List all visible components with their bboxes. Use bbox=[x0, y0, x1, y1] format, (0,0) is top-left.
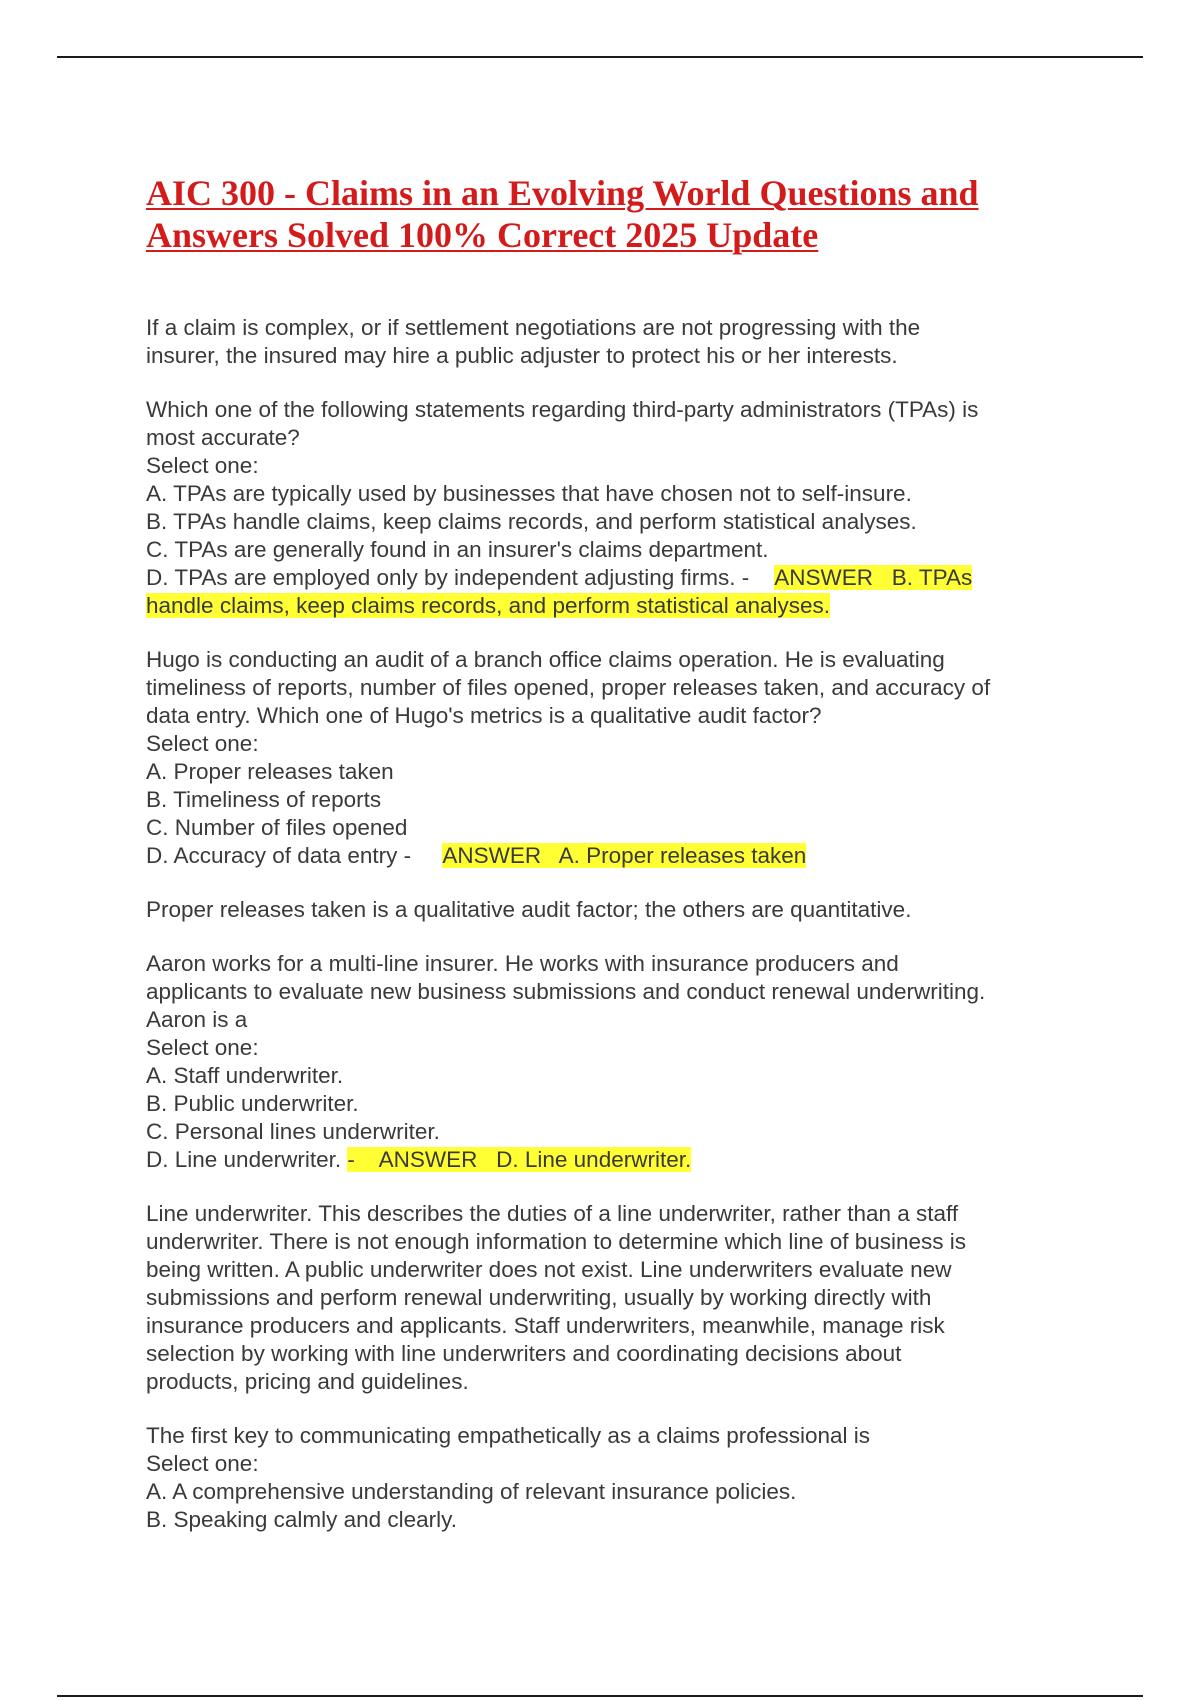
text-line: selection by working with line underwriters and coordinating decisions about bbox=[146, 1341, 902, 1366]
question-text: most accurate? bbox=[146, 425, 300, 450]
select-one-label: Select one: bbox=[146, 453, 259, 478]
footer-rule bbox=[57, 1695, 1143, 1697]
option-d-text: D. TPAs are employed only by independent adjusting firms. - bbox=[146, 565, 756, 590]
select-one-label: Select one: bbox=[146, 731, 259, 756]
title-line: Answers Solved 100% Correct 2025 Update bbox=[146, 215, 819, 255]
text-line: If a claim is complex, or if settlement negotiations are not progressing with the bbox=[146, 315, 921, 340]
text-line: insurance producers and applicants. Staff underwriters, meanwhile, manage risk bbox=[146, 1313, 945, 1338]
option-d bbox=[146, 1146, 1066, 1174]
question-text: data entry. Which one of Hugo's metrics is a qualitative audit factor? bbox=[146, 703, 822, 728]
option-d-text: D. Line underwriter. bbox=[146, 1147, 348, 1172]
question-text: Aaron is a bbox=[146, 1007, 248, 1032]
question-text: Hugo is conducting an audit of a branch office claims operation. He is evaluating bbox=[146, 647, 945, 672]
answer-highlight: - ANSWER D. Line underwriter. bbox=[347, 1147, 692, 1172]
answer-highlight: handle claims, keep claims records, and perform statistical analyses. bbox=[146, 593, 831, 618]
text-line: products, pricing and guidelines. bbox=[146, 1369, 469, 1394]
explanation-2 bbox=[146, 896, 1066, 924]
header-rule bbox=[57, 56, 1143, 58]
option-d bbox=[146, 564, 1066, 592]
document-title bbox=[146, 172, 1066, 256]
document-body bbox=[146, 172, 1066, 1534]
option-c: C. TPAs are generally found in an insurer's claims department. bbox=[146, 537, 769, 562]
text-line: being written. A public underwriter does not exist. Line underwriters evaluate new bbox=[146, 1257, 952, 1282]
text-line: Line underwriter. This describes the duties of a line underwriter, rather than a staff bbox=[146, 1201, 959, 1226]
option-b: B. TPAs handle claims, keep claims records, and perform statistical analyses. bbox=[146, 509, 917, 534]
option-b: B. Speaking calmly and clearly. bbox=[146, 1507, 457, 1532]
option-d-text: D. Accuracy of data entry - bbox=[146, 843, 418, 868]
question-3 bbox=[146, 950, 1066, 1174]
question-text: The first key to communicating empathetically as a claims professional is bbox=[146, 1423, 871, 1448]
question-4 bbox=[146, 1422, 1066, 1534]
option-a: A. A comprehensive understanding of relevant insurance policies. bbox=[146, 1479, 797, 1504]
option-a: A. Proper releases taken bbox=[146, 759, 394, 784]
question-text: applicants to evaluate new business submissions and conduct renewal underwriting. bbox=[146, 979, 986, 1004]
select-one-label: Select one: bbox=[146, 1035, 259, 1060]
explanation-3 bbox=[146, 1200, 1066, 1396]
text-line: submissions and perform renewal underwriting, usually by working directly with bbox=[146, 1285, 932, 1310]
option-b: B. Timeliness of reports bbox=[146, 787, 382, 812]
option-d bbox=[146, 842, 1066, 870]
question-text: Aaron works for a multi-line insurer. He works with insurance producers and bbox=[146, 951, 899, 976]
answer-highlight: ANSWER B. TPAs bbox=[774, 565, 973, 590]
question-text: Which one of the following statements regarding third-party administrators (TPAs) is bbox=[146, 397, 979, 422]
answer-highlight: ANSWER A. Proper releases taken bbox=[442, 843, 807, 868]
text-line: underwriter. There is not enough information to determine which line of business is bbox=[146, 1229, 967, 1254]
option-c: C. Number of files opened bbox=[146, 815, 408, 840]
question-text: timeliness of reports, number of files opened, proper releases taken, and accuracy of bbox=[146, 675, 991, 700]
question-1 bbox=[146, 396, 1066, 620]
select-one-label: Select one: bbox=[146, 1451, 259, 1476]
option-c: C. Personal lines underwriter. bbox=[146, 1119, 440, 1144]
text-line: insurer, the insured may hire a public adjuster to protect his or her interests. bbox=[146, 343, 898, 368]
title-line: AIC 300 - Claims in an Evolving World Questions and bbox=[146, 173, 979, 213]
option-b: B. Public underwriter. bbox=[146, 1091, 359, 1116]
text-line: Proper releases taken is a qualitative audit factor; the others are quantitative. bbox=[146, 897, 912, 922]
question-2 bbox=[146, 646, 1066, 870]
intro-paragraph bbox=[146, 314, 1066, 370]
option-a: A. TPAs are typically used by businesses that have chosen not to self-insure. bbox=[146, 481, 912, 506]
option-a: A. Staff underwriter. bbox=[146, 1063, 344, 1088]
